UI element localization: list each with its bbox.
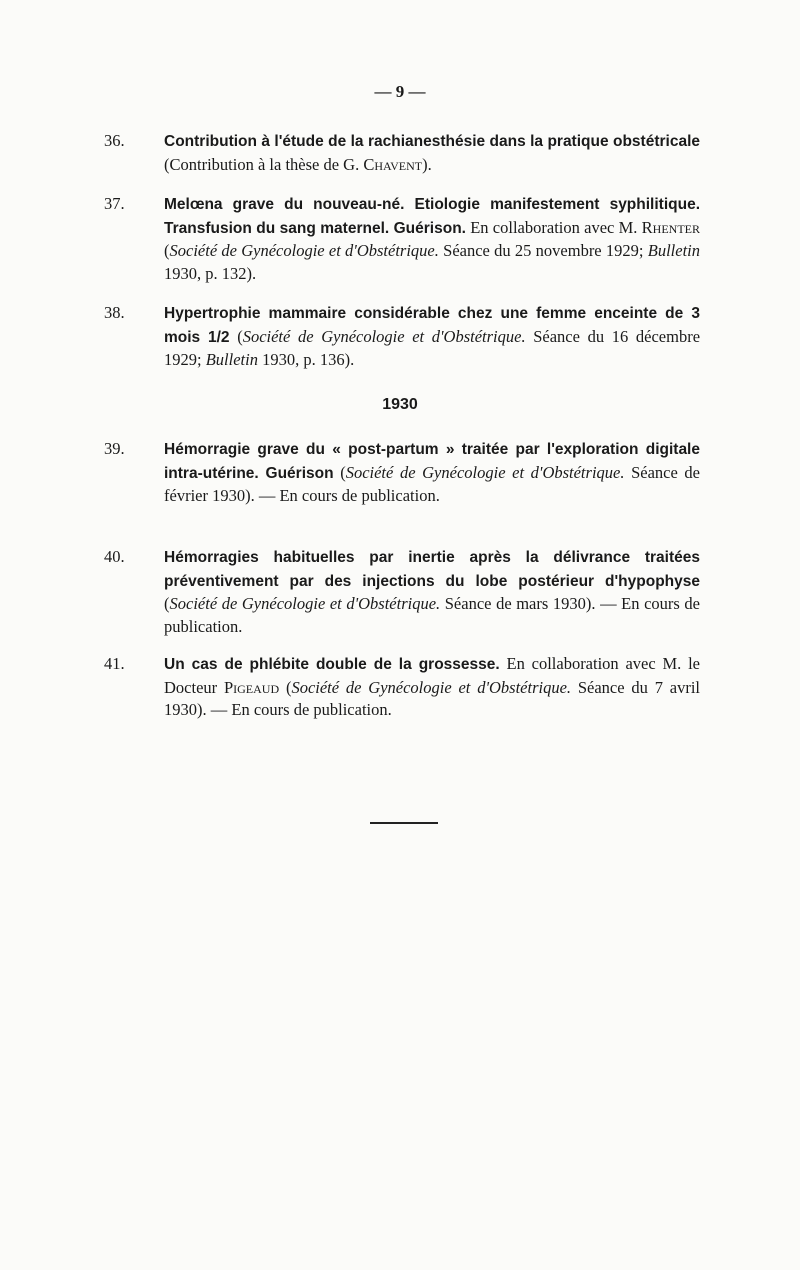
page-number: — 9 — — [374, 82, 426, 101]
journal-name: Société de Gynécologie et d'Obstétrique. — [169, 594, 441, 613]
entry-number: 40. — [104, 547, 125, 566]
journal-name: Société de Gynécologie et d'Obstétrique. — [291, 677, 572, 697]
journal-name: Société de Gynécologie et d'Obstétrique. — [345, 462, 625, 482]
entry-title: Hémorragies habituelles par inertie après la délivrance traitées préventivement par des injections du lobe postérieur d'hypophyse — [164, 549, 700, 590]
author-name: Chavent — [363, 154, 423, 174]
entry-number: 39. — [104, 439, 125, 458]
bulletin-label: Bulletin — [647, 241, 700, 260]
entry-text: Un cas de phlébite double de la grossesse. En collaboration avec M. le Docteur Pigeaud (Société de Gynécologie et d'Obstétrique. Séance du 7 avril 1930). — En cours de publication. — [164, 654, 700, 719]
bibliography-entry-37 — [104, 193, 700, 285]
journal-name: Société de Gynécologie et d'Obstétrique. — [242, 326, 526, 346]
bibliography-entry-40 — [104, 546, 700, 638]
entry-title: Hémorragie grave du « post-partum » traitée par l'exploration digitale intra-utérine. Guérison — [164, 441, 700, 482]
bibliography-entry-39 — [104, 438, 700, 508]
section-end-rule — [370, 822, 438, 824]
entry-text: Contribution à l'étude de la rachianesthésie dans la pratique obstétricale (Contribution à la thèse de G. Chavent). — [164, 133, 700, 174]
bibliography-entry-41 — [104, 653, 700, 722]
entry-text: Melœna grave du nouveau-né. Etiologie manifestement syphilitique. Transfusion du sang maternel. Guérison. En collaboration avec M. Rhenter (Société de Gynécologie et d'Obstétrique. Séance du 25 novembre 1929; Bulletin 1930, p. 132). — [164, 196, 700, 283]
entry-number: 38. — [104, 303, 125, 322]
journal-name: Société de Gynécologie et d'Obstétrique. — [169, 241, 439, 260]
entry-title: Melœna grave du nouveau-né. Etiologie manifestement syphilitique. Transfusion du sang maternel. Guérison. — [164, 196, 700, 237]
author-name: Rhenter — [641, 217, 700, 237]
author-name: Pigeaud — [223, 677, 280, 697]
entry-title: Un cas de phlébite double de la grossesse. — [164, 656, 500, 673]
bibliography-entry-38 — [104, 302, 700, 372]
entry-number: 41. — [104, 654, 125, 673]
year-heading: 1930 — [382, 396, 418, 413]
entry-text: Hémorragie grave du « post-partum » traitée par l'exploration digitale intra-utérine. Guérison (Société de Gynécologie et d'Obstétrique. Séance de février 1930). — En cours de publication. — [164, 441, 701, 505]
entry-text: Hypertrophie mammaire considérable chez une femme enceinte de 3 mois 1/2 (Société de Gynécologie et d'Obstétrique. Séance du 16 décembre 1929; Bulletin 1930, p. 136). — [164, 305, 701, 369]
entry-text: Hémorragies habituelles par inertie après la délivrance traitées préventivement par des injections du lobe postérieur d'hypophyse (Société de Gynécologie et d'Obstétrique. Séance de mars 1930). — En cours de publication. — [164, 549, 700, 636]
bulletin-label: Bulletin — [205, 350, 258, 369]
entry-title: Contribution à l'étude de la rachianesthésie dans la pratique obstétricale — [164, 133, 700, 150]
entry-number: 36. — [104, 131, 125, 150]
bibliography-entry-36 — [104, 130, 700, 176]
entry-title: Hypertrophie mammaire considérable chez une femme enceinte de 3 mois 1/2 — [164, 305, 700, 346]
entry-number: 37. — [104, 194, 125, 213]
